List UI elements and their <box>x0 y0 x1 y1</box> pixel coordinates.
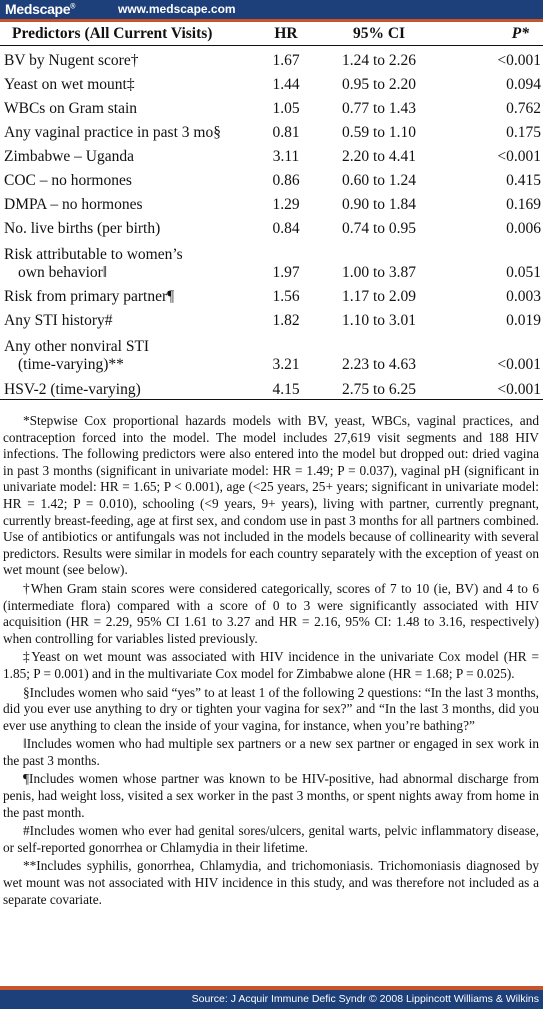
predictor-cell: WBCs on Gram stain <box>4 100 138 117</box>
predictors-table <box>0 22 543 400</box>
column-header-hr: HR <box>255 22 317 46</box>
table-row <box>0 166 543 190</box>
medscape-header-bar <box>0 0 543 19</box>
p-cell: 0.762 <box>506 100 541 117</box>
ci-cell: 1.10 to 3.01 <box>341 312 417 329</box>
table-row <box>0 118 543 142</box>
p-cell: 0.169 <box>506 196 541 213</box>
predictor-cell: COC – no hormones <box>4 172 132 189</box>
predictor-line-1: Risk attributable to women’s <box>4 246 183 263</box>
column-header-predictors: Predictors (All Current Visits) <box>0 22 255 46</box>
hr-cell: 0.84 <box>272 220 300 237</box>
medscape-logo[interactable] <box>5 1 75 17</box>
table-row <box>0 142 543 166</box>
ci-cell: 0.90 to 1.84 <box>341 196 417 213</box>
footnote-stepwise: *Stepwise Cox proportional hazards models with BV, yeast, WBCs, vaginal practices, and contraception forced into the model. The model includes 27,619 visit segments and 188 HIV infections. The following predictors were also entered into the model but dropped out: dried vagina in past 3 months (significant in univariate model: HR = 1.49; P = 0.037), vaginal pH (significant in univariate model: HR = 1.65; P < 0.001), age (<25 years, 25+ years; significant in univariate model: HR = 1.42; P = 0.010), schooling (<9 years, 9+ years), living with partner, currently pregnant, currently breast-feeding, age at first sex, and condom use in past 3 months for all partners combined. Use of antibiotics or antifungals was not included in the models because of collinearity with several predictors. Results were similar in models for each country separately with the exception of yeast on wet mount (see below). <box>3 413 539 578</box>
hr-cell: 0.81 <box>272 124 300 141</box>
ci-cell: 1.17 to 2.09 <box>341 288 417 305</box>
footnote-pilcrow: ¶Includes women whose partner was known to be HIV-positive, had abnormal discharge from penis, had weight loss, visited a sex worker in the past 3 months, or spent nights away from home in the past month. <box>3 771 539 820</box>
predictor-cell <box>0 330 255 374</box>
ci-cell: 0.95 to 2.20 <box>341 76 417 93</box>
table-row <box>0 214 543 238</box>
ci-cell: 0.77 to 1.43 <box>341 100 417 117</box>
ci-cell: 1.00 to 3.87 <box>341 264 417 281</box>
p-cell: 0.415 <box>506 172 541 189</box>
table-row <box>0 190 543 214</box>
p-cell: <0.001 <box>497 356 541 373</box>
table-row <box>0 306 543 330</box>
predictor-cell: Any vaginal practice in past 3 mo§ <box>4 124 221 141</box>
logo-text: Medscape <box>5 1 71 17</box>
logo-registered-mark: ® <box>70 3 76 11</box>
p-cell: 0.094 <box>506 76 541 93</box>
source-citation: Source: J Acquir Immune Defic Syndr © 2008 Lippincott Williams & Wilkins <box>191 993 539 1005</box>
predictor-cell: Yeast on wet mount‡ <box>4 76 135 93</box>
predictor-line-2: (time-varying)** <box>18 356 124 373</box>
hr-cell: 1.05 <box>272 100 300 117</box>
hr-cell: 1.56 <box>272 288 300 305</box>
column-header-p: P* <box>441 22 543 46</box>
table-row <box>0 46 543 71</box>
hr-cell: 1.67 <box>272 52 300 69</box>
ci-cell: 0.59 to 1.10 <box>341 124 417 141</box>
predictor-cell <box>0 238 255 282</box>
hr-cell: 4.15 <box>255 374 317 400</box>
source-footer-bar <box>0 990 543 1009</box>
p-cell: 0.051 <box>506 264 541 281</box>
ci-cell: 2.23 to 4.63 <box>341 356 417 373</box>
predictor-cell: BV by Nugent score† <box>4 52 139 69</box>
predictor-cell: HSV-2 (time-varying) <box>0 374 255 400</box>
predictor-cell: Zimbabwe – Uganda <box>4 148 134 165</box>
predictor-cell: DMPA – no hormones <box>4 196 143 213</box>
header-url-link[interactable]: www.medscape.com <box>118 2 236 16</box>
table-row <box>0 94 543 118</box>
p-cell: <0.001 <box>497 148 541 165</box>
ci-cell: 1.24 to 2.26 <box>341 52 417 69</box>
ci-cell: 0.74 to 0.95 <box>341 220 417 237</box>
p-cell: 0.175 <box>506 124 541 141</box>
table-footnotes <box>3 413 539 910</box>
footnote-dagger: †When Gram stain scores were considered categorically, scores of 7 to 10 (ie, BV) and 4 to 6 (intermediate flora) compared with a score of 0 to 3 were significantly associated with HIV acquisition (HR = 2.29, 95% CI 1.61 to 3.27 and HR = 2.16, 95% CI: 1.48 to 3.16, respectively) when controlling for variables listed previously. <box>3 580 539 646</box>
column-header-ci: 95% CI <box>317 22 441 46</box>
hr-cell: 3.11 <box>272 148 300 165</box>
p-cell: 0.019 <box>506 312 541 329</box>
p-cell: <0.001 <box>441 374 543 400</box>
ci-cell: 2.75 to 6.25 <box>317 374 441 400</box>
p-cell: 0.006 <box>506 220 541 237</box>
hr-cell: 1.44 <box>272 76 300 93</box>
hr-cell: 0.86 <box>272 172 300 189</box>
p-cell: 0.003 <box>506 288 541 305</box>
hr-cell: 1.29 <box>272 196 300 213</box>
table-row <box>0 70 543 94</box>
predictor-line-2: own behavior‖ <box>18 264 108 281</box>
footnote-double-asterisk: **Includes syphilis, gonorrhea, Chlamydia, and trichomoniasis. Trichomoniasis diagnosed by wet mount was not associated with HIV incidence in this study, and was therefore not included as a separate covariate. <box>3 858 539 907</box>
ci-cell: 0.60 to 1.24 <box>341 172 417 189</box>
footnote-hash: #Includes women who ever had genital sores/ulcers, genital warts, pelvic inflammatory disease, or self-reported gonorrhea or Chlamydia in their lifetime. <box>3 823 539 855</box>
predictor-cell: Any STI history# <box>4 312 113 329</box>
footnote-parallel: ‖Includes women who had multiple sex partners or a new sex partner or engaged in sex work in the past 3 months. <box>3 736 539 768</box>
footnote-double-dagger: ‡Yeast on wet mount was associated with HIV incidence in the univariate Cox model (HR = 1.85; P = 0.001) and in the multivariate Cox model for Zimbabwe alone (HR = 1.68; P = 0.025). <box>3 649 539 681</box>
hr-cell: 3.21 <box>272 356 300 373</box>
table-header-row <box>0 22 543 46</box>
predictor-line-1: Any other nonviral STI <box>4 338 150 355</box>
hr-cell: 1.82 <box>272 312 300 329</box>
footnote-section: §Includes women who said “yes” to at least 1 of the following 2 questions: “In the last 3 months, did you ever use anything to dry or tighten your vagina for sex?” and “In the last 3 months, did you ever use anything to clean the inside of your vagina, for instance, when you’re bathing?” <box>3 684 539 733</box>
ci-cell: 2.20 to 4.41 <box>341 148 417 165</box>
table-row <box>0 238 543 282</box>
table-row <box>0 374 543 400</box>
p-cell: <0.001 <box>497 52 541 69</box>
table-row <box>0 330 543 374</box>
hr-cell: 1.97 <box>272 264 300 281</box>
predictor-cell: No. live births (per birth) <box>4 220 161 237</box>
table-row <box>0 282 543 306</box>
predictor-cell: Risk from primary partner¶ <box>4 288 175 305</box>
